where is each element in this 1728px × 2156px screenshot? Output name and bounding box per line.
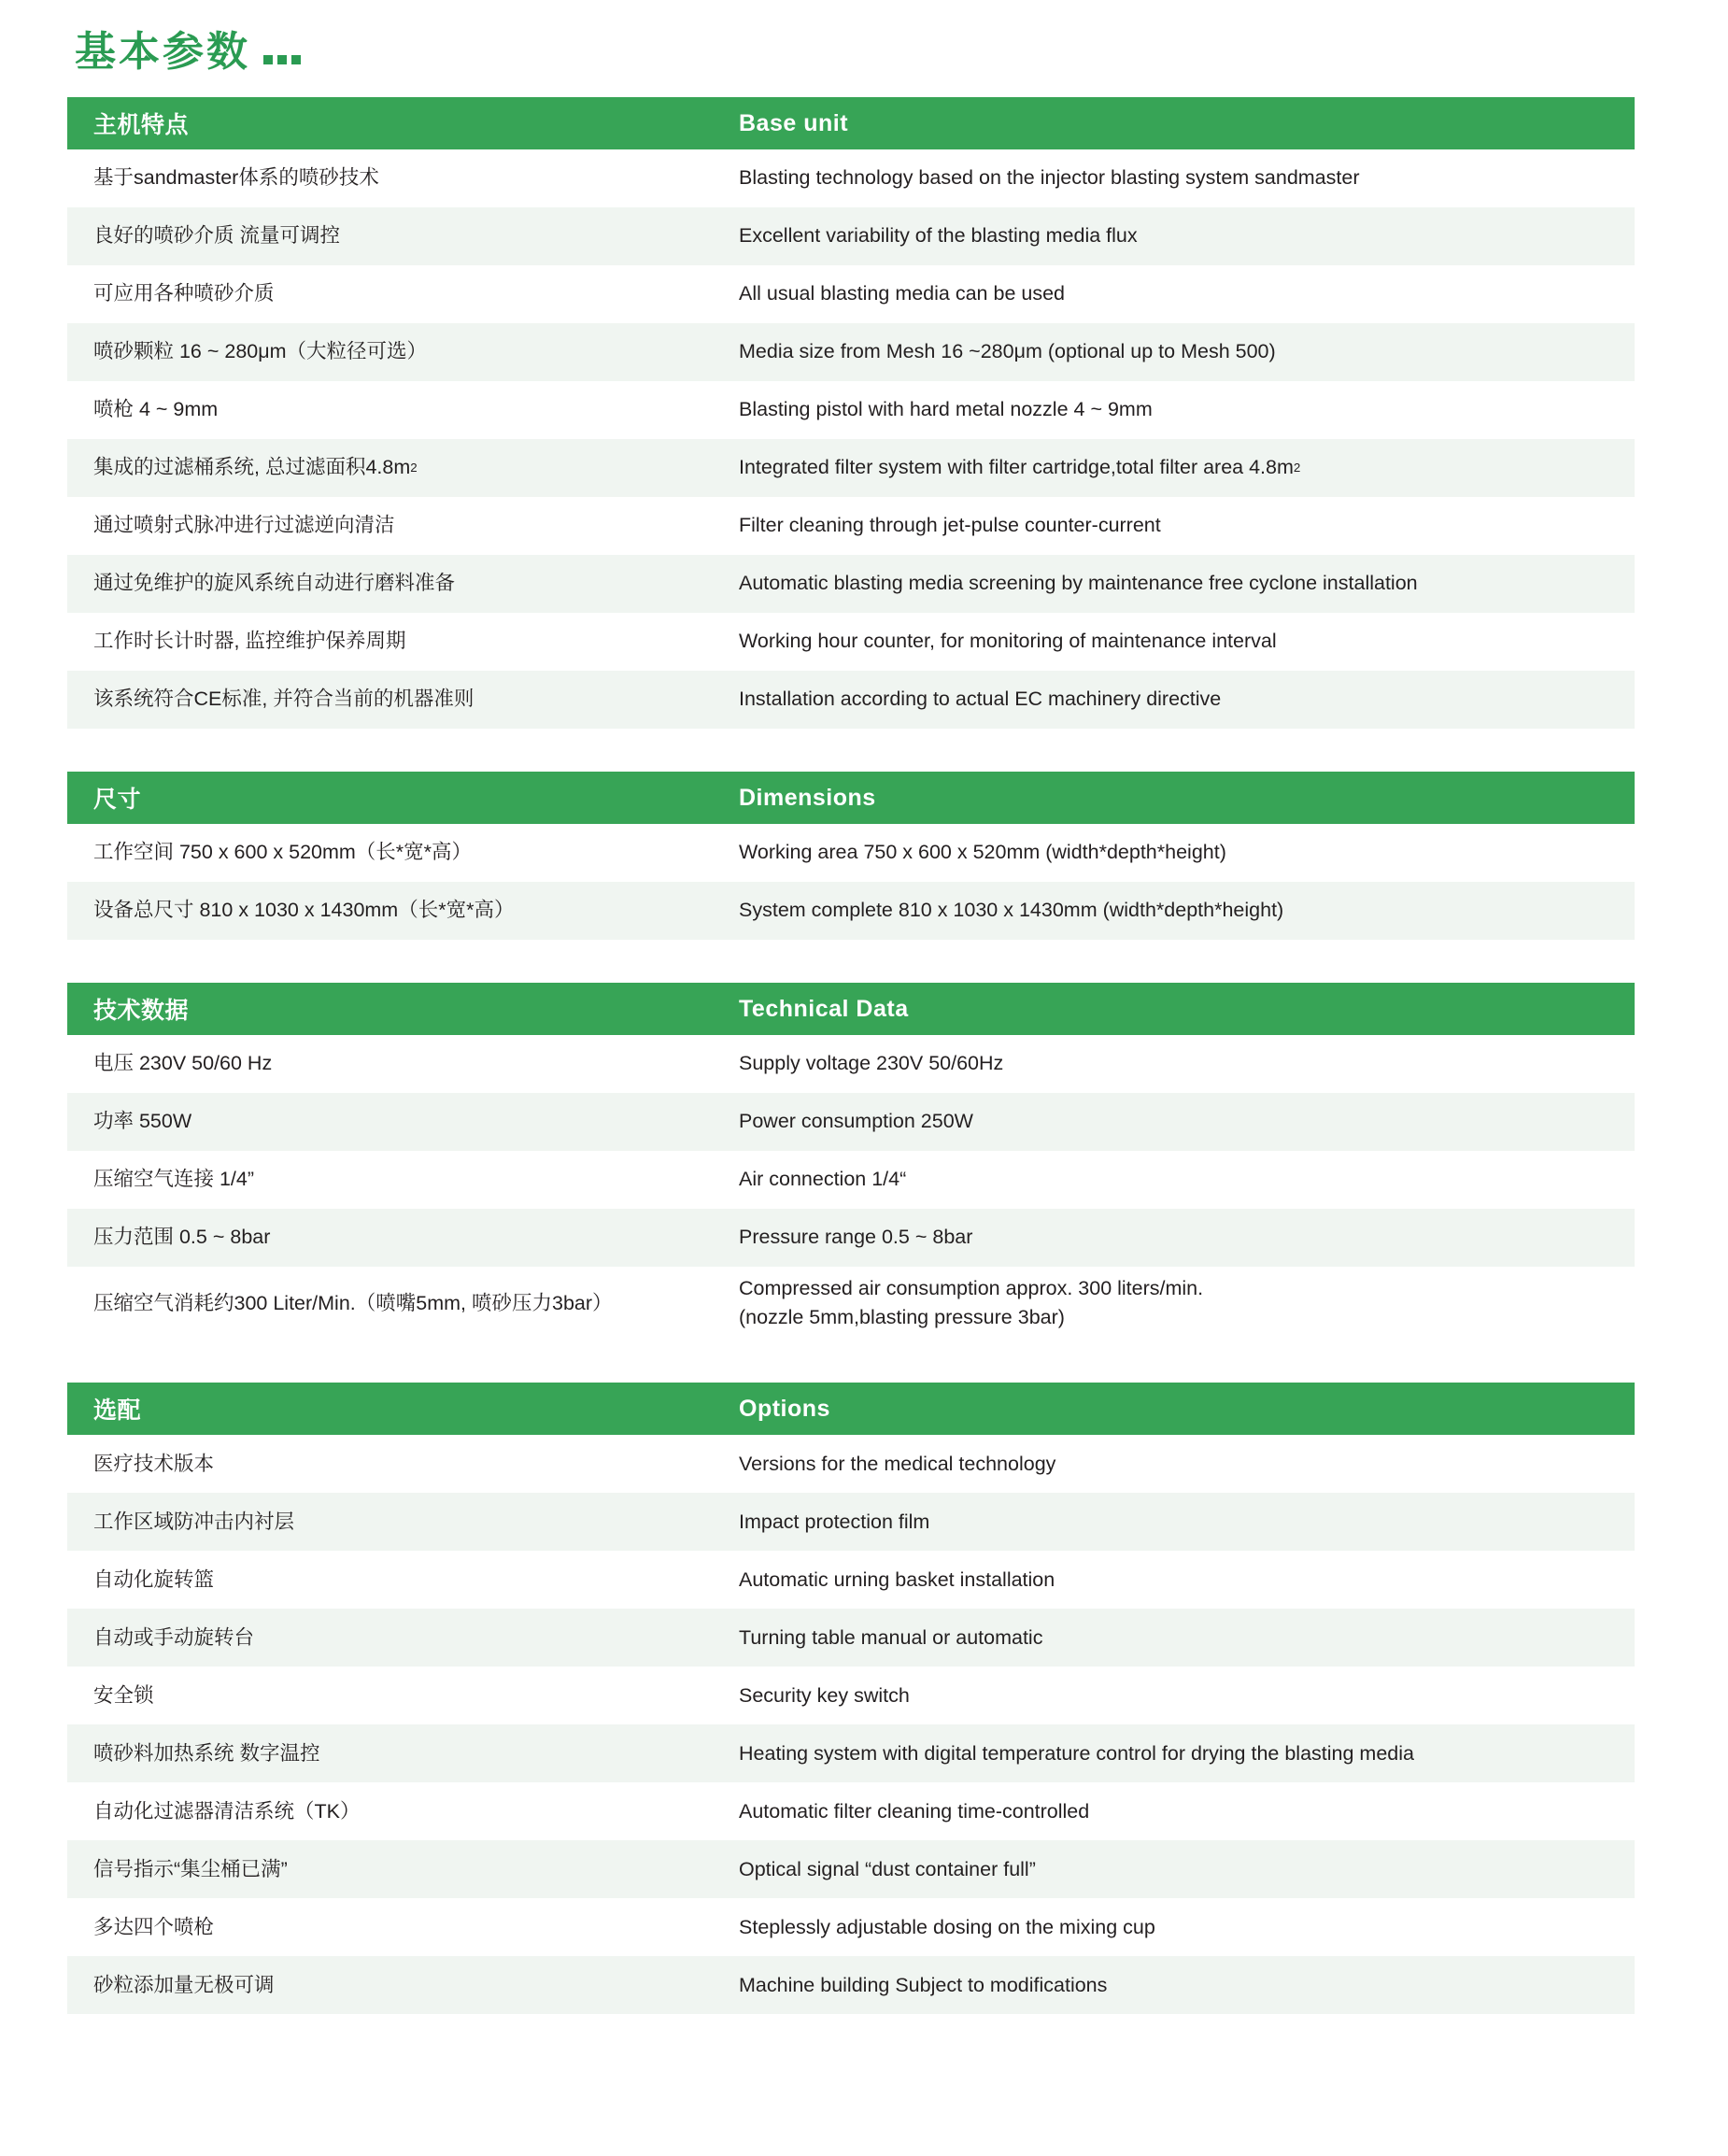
spec-row-cn: 喷砂颗粒 16 ~ 280μm（大粒径可选） xyxy=(93,340,428,363)
spec-row xyxy=(67,1493,1635,1551)
spec-section-header-en: Base unit xyxy=(739,109,849,136)
spec-row xyxy=(67,381,1635,439)
spec-row-en: Steplessly adjustable dosing on the mixing cup xyxy=(739,1915,1155,1938)
spec-row xyxy=(67,613,1635,671)
spec-row-en: Media size from Mesh 16 ~280μm (optional up to Mesh 500) xyxy=(739,340,1276,363)
spec-row-en: Integrated filter system with filter cartridge,total filter area 4.8m 2 xyxy=(739,456,1301,479)
spec-row-en: Excellent variability of the blasting media flux xyxy=(739,224,1138,248)
spec-sections xyxy=(67,97,1635,2014)
spec-row-cn: 医疗技术版本 xyxy=(93,1452,215,1475)
spec-row-cn: 喷枪 4 ~ 9mm xyxy=(93,398,219,421)
spec-row xyxy=(67,207,1635,265)
spec-row-en: Blasting pistol with hard metal nozzle 4 ~ 9mm xyxy=(739,398,1153,421)
spec-row-cn: 喷砂料加热系统 数字温控 xyxy=(93,1741,320,1765)
title-dot xyxy=(291,55,301,64)
spec-row xyxy=(67,1267,1635,1340)
spec-row xyxy=(67,1898,1635,1956)
spec-row xyxy=(67,1551,1635,1609)
spec-row-en: Heating system with digital temperature control for drying the blasting media xyxy=(739,1741,1414,1765)
spec-row-en: Power consumption 250W xyxy=(739,1110,973,1133)
spec-row-en: Automatic filter cleaning time-controlled xyxy=(739,1799,1090,1823)
title-decoration-dots xyxy=(263,55,301,64)
spec-row-cn: 设备总尺寸 810 x 1030 x 1430mm（长*宽*高） xyxy=(93,899,515,922)
spec-section xyxy=(67,1383,1635,2014)
spec-row-cn: 该系统符合CE标准, 并符合当前的机器准则 xyxy=(93,688,474,711)
spec-row-en: Optical signal “dust container full” xyxy=(739,1857,1036,1880)
spec-row xyxy=(67,1093,1635,1151)
spec-row xyxy=(67,1956,1635,2014)
spec-row-en: Machine building Subject to modifications xyxy=(739,1973,1108,1996)
spec-row-cn: 压缩空气消耗约300 Liter/Min.（喷嘴5mm, 喷砂压力3bar） xyxy=(93,1291,613,1314)
spec-row-en: Filter cleaning through jet-pulse counter-current xyxy=(739,514,1161,537)
spec-section-header xyxy=(67,983,1635,1035)
spec-row-en: Working hour counter, for monitoring of maintenance interval xyxy=(739,630,1277,653)
spec-section xyxy=(67,97,1635,729)
spec-row-en: Versions for the medical technology xyxy=(739,1452,1056,1475)
spec-row-cn: 多达四个喷枪 xyxy=(93,1915,215,1938)
spec-row-en: Working area 750 x 600 x 520mm (width*depth*height) xyxy=(739,841,1226,864)
spec-row-en: All usual blasting media can be used xyxy=(739,282,1065,305)
spec-row xyxy=(67,265,1635,323)
title-dot xyxy=(277,55,287,64)
spec-row xyxy=(67,1667,1635,1724)
spec-row xyxy=(67,1151,1635,1209)
spec-row-cn: 良好的喷砂介质 流量可调控 xyxy=(93,224,340,248)
spec-row xyxy=(67,882,1635,940)
title-dot xyxy=(263,55,273,64)
spec-row-cn: 安全锁 xyxy=(93,1683,154,1707)
spec-row-cn: 压力范围 0.5 ~ 8bar xyxy=(93,1226,271,1249)
spec-row xyxy=(67,149,1635,207)
spec-row xyxy=(67,1782,1635,1840)
spec-row-en: Automatic blasting media screening by maintenance free cyclone installation xyxy=(739,572,1418,595)
spec-row-en: Security key switch xyxy=(739,1683,910,1707)
spec-row xyxy=(67,1840,1635,1898)
spec-row-cn: 基于sandmaster体系的喷砂技术 xyxy=(93,166,379,190)
spec-section-header-cn: 尺寸 xyxy=(93,787,142,813)
spec-row-en: Impact protection film xyxy=(739,1510,930,1533)
spec-row-en: Air connection 1/4“ xyxy=(739,1168,907,1191)
spec-row-cn: 工作区域防冲击内衬层 xyxy=(93,1510,295,1533)
spec-row-cn: 集成的过滤桶系统, 总过滤面积4.8m 2 xyxy=(93,456,418,479)
spec-section-header-en: Technical Data xyxy=(739,995,909,1022)
spec-row xyxy=(67,1609,1635,1667)
spec-row xyxy=(67,555,1635,613)
spec-row-en: Installation according to actual EC machinery directive xyxy=(739,688,1222,711)
spec-row-en: Blasting technology based on the injector blasting system sandmaster xyxy=(739,166,1360,190)
spec-section-header xyxy=(67,772,1635,824)
spec-row-cn: 电压 230V 50/60 Hz xyxy=(93,1052,273,1075)
spec-section-header xyxy=(67,97,1635,149)
spec-row-cn: 压缩空气连接 1/4” xyxy=(93,1168,255,1191)
spec-section-header-en: Options xyxy=(739,1395,830,1422)
spec-row-cn: 自动化过滤器清洁系统（TK） xyxy=(93,1799,361,1823)
spec-row-en: Supply voltage 230V 50/60Hz xyxy=(739,1052,1004,1075)
spec-section-header-cn: 技术数据 xyxy=(93,998,190,1024)
spec-row-cn: 自动或手动旋转台 xyxy=(93,1625,255,1649)
spec-section-header xyxy=(67,1383,1635,1435)
spec-row-cn: 通过免维护的旋风系统自动进行磨料准备 xyxy=(93,572,456,595)
spec-row-en: System complete 810 x 1030 x 1430mm (width*depth*height) xyxy=(739,899,1284,922)
page-title-row xyxy=(67,21,1635,97)
spec-row-cn: 工作空间 750 x 600 x 520mm（长*宽*高） xyxy=(93,841,473,864)
spec-row-cn: 砂粒添加量无极可调 xyxy=(93,1973,275,1996)
spec-row-en: Compressed air consumption approx. 300 liters/min. (nozzle 5mm,blasting pressure 3bar) xyxy=(739,1277,1204,1329)
spec-row-cn: 功率 550W xyxy=(93,1110,192,1133)
spec-row xyxy=(67,1724,1635,1782)
spec-section xyxy=(67,772,1635,940)
spec-row xyxy=(67,439,1635,497)
spec-row-cn: 通过喷射式脉冲进行过滤逆向清洁 xyxy=(93,514,395,537)
spec-row-en: Turning table manual or automatic xyxy=(739,1625,1043,1649)
spec-row xyxy=(67,1209,1635,1267)
spec-section-header-cn: 主机特点 xyxy=(93,112,190,138)
spec-section-header-en: Dimensions xyxy=(739,784,876,811)
spec-row xyxy=(67,671,1635,729)
spec-row xyxy=(67,323,1635,381)
spec-row-en: Pressure range 0.5 ~ 8bar xyxy=(739,1226,973,1249)
spec-row-cn: 可应用各种喷砂介质 xyxy=(93,282,275,305)
spec-row xyxy=(67,1435,1635,1493)
spec-section-header-cn: 选配 xyxy=(93,1397,142,1425)
spec-section xyxy=(67,983,1635,1340)
spec-row xyxy=(67,497,1635,555)
spec-row-cn: 工作时长计时器, 监控维护保养周期 xyxy=(93,630,406,653)
page-title: 基本参数 xyxy=(75,29,250,75)
spec-row-en: Automatic urning basket installation xyxy=(739,1567,1055,1591)
spec-row xyxy=(67,1035,1635,1093)
spec-row-cn: 自动化旋转篮 xyxy=(93,1567,215,1591)
spec-row xyxy=(67,824,1635,882)
spec-row-cn: 信号指示“集尘桶已满” xyxy=(93,1857,288,1880)
